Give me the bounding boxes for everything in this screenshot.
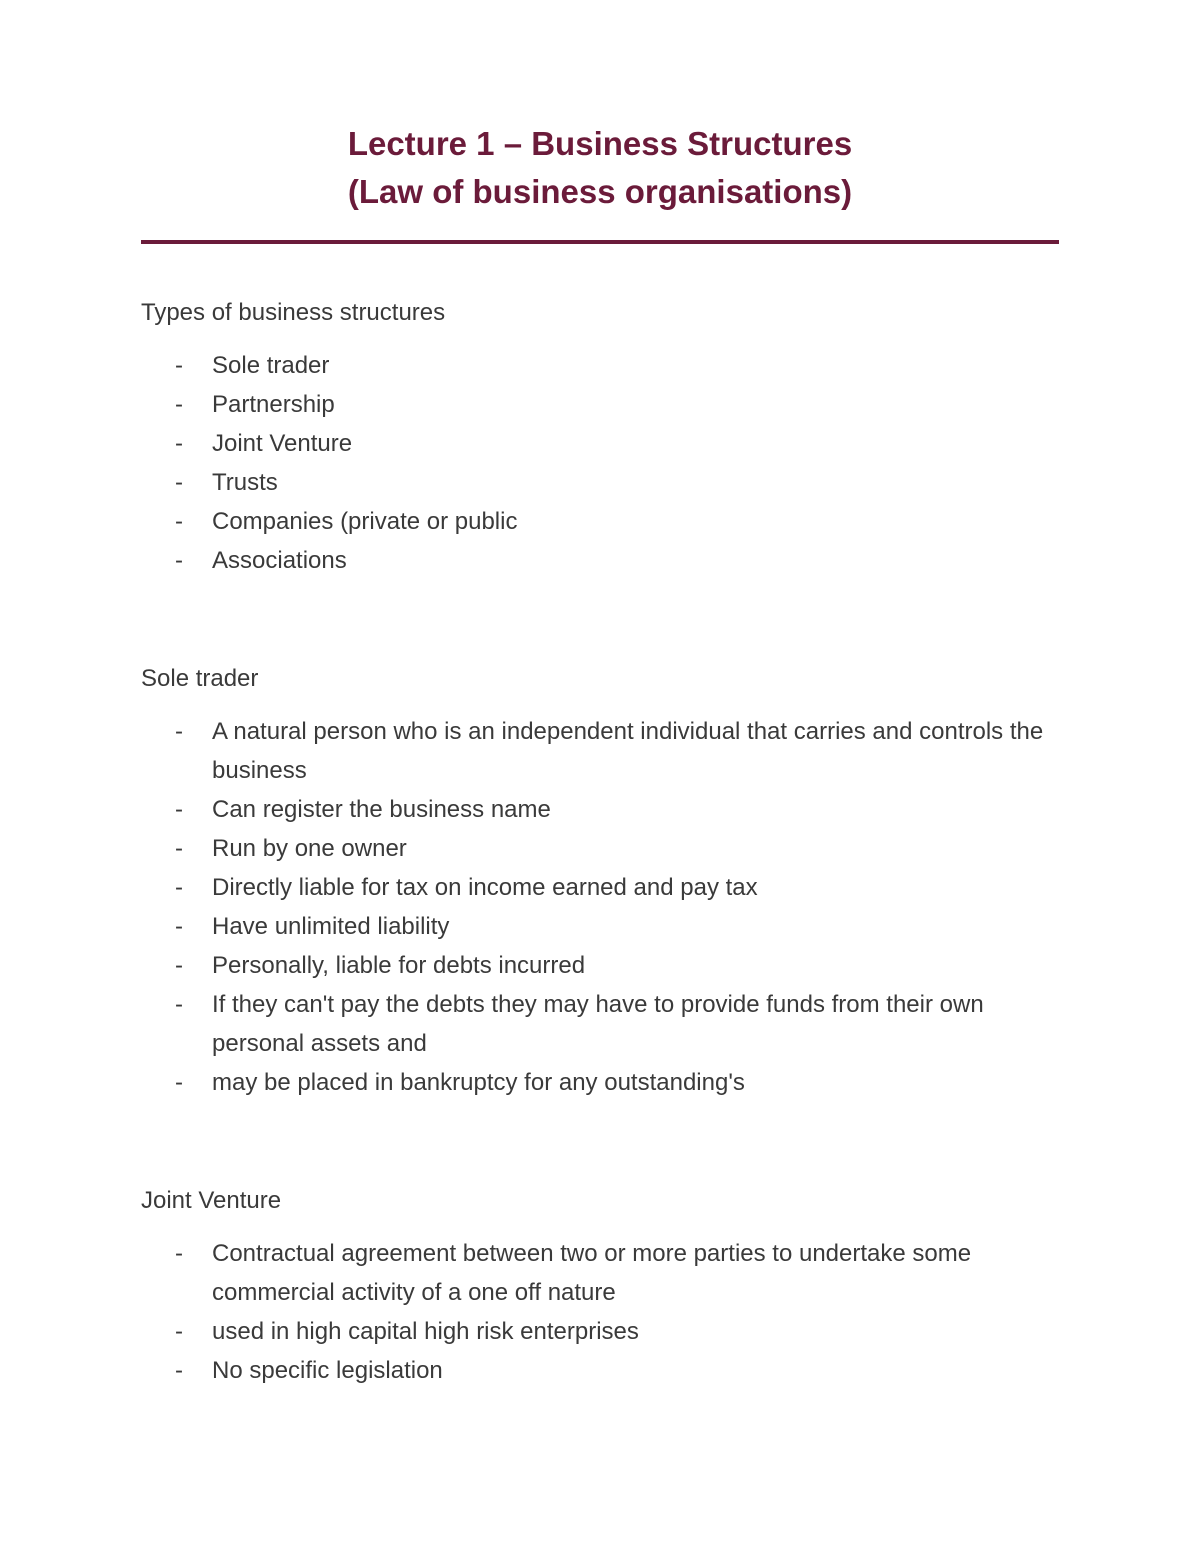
list-item: [141, 946, 1059, 985]
list-item-text: used in high capital high risk enterprises: [212, 1318, 639, 1345]
list-item: [141, 868, 1059, 907]
list-item: [141, 907, 1059, 946]
list-item: [141, 985, 1059, 1063]
bullet-list: [141, 1234, 1059, 1390]
bullet-dash: -: [175, 913, 183, 940]
list-item-text: may be placed in bankruptcy for any outstanding's: [212, 1069, 745, 1096]
bullet-dash: -: [175, 796, 183, 823]
list-item: [141, 1312, 1059, 1351]
list-item-text: Companies (private or public: [212, 508, 518, 535]
bullet-dash: -: [175, 1069, 183, 1096]
list-item: [141, 712, 1059, 790]
list-item: [141, 1063, 1059, 1102]
list-item-text: Contractual agreement between two or more parties to undertake some commercial activity of a one off nature: [212, 1240, 972, 1306]
document-title: [141, 120, 1059, 216]
bullet-dash: -: [175, 547, 183, 574]
list-item-text: Joint Venture: [212, 430, 353, 457]
section-heading: Types of business structures: [141, 299, 446, 326]
section-heading: Sole trader: [141, 665, 259, 692]
bullet-dash: -: [175, 874, 183, 901]
list-item: [141, 1234, 1059, 1312]
list-item-text: Run by one owner: [212, 835, 407, 862]
title-line-1: Lecture 1 – Business Structures: [347, 125, 853, 162]
list-item: [141, 829, 1059, 868]
list-item-text: If they can't pay the debts they may have to provide funds from their own personal assets and: [212, 991, 984, 1057]
bullet-dash: -: [175, 430, 183, 457]
list-item: [141, 1351, 1059, 1390]
list-item-text: Sole trader: [212, 352, 330, 379]
list-item: [141, 385, 1059, 424]
bullet-dash: -: [175, 718, 183, 745]
list-item: [141, 790, 1059, 829]
list-item: [141, 463, 1059, 502]
title-divider: [141, 240, 1059, 244]
list-item-text: No specific legislation: [212, 1357, 443, 1384]
bullet-dash: -: [175, 1240, 183, 1267]
bullet-dash: -: [175, 469, 183, 496]
section-heading: Joint Venture: [141, 1187, 282, 1214]
bullet-dash: -: [175, 991, 183, 1018]
list-item-text: Directly liable for tax on income earned and pay tax: [212, 874, 758, 901]
section-types-of-business-structures: [141, 298, 1059, 580]
section-joint-venture: [141, 1186, 1059, 1390]
bullet-dash: -: [175, 1318, 183, 1345]
list-item-text: A natural person who is an independent individual that carries and controls the business: [212, 718, 1044, 784]
bullet-list: [141, 712, 1059, 1102]
section-sole-trader: [141, 664, 1059, 1102]
bullet-dash: -: [175, 508, 183, 535]
list-item-text: Personally, liable for debts incurred: [212, 952, 586, 979]
title-line-2: (Law of business organisations): [347, 173, 853, 210]
list-item-text: Have unlimited liability: [212, 913, 450, 940]
list-item-text: Can register the business name: [212, 796, 551, 823]
bullet-list: [141, 346, 1059, 580]
list-item-text: Associations: [212, 547, 347, 574]
bullet-dash: -: [175, 835, 183, 862]
list-item: [141, 541, 1059, 580]
bullet-dash: -: [175, 952, 183, 979]
bullet-dash: -: [175, 391, 183, 418]
list-item: [141, 424, 1059, 463]
list-item-text: Partnership: [212, 391, 335, 418]
list-item: [141, 502, 1059, 541]
document-page: [141, 120, 1059, 1390]
bullet-dash: -: [175, 352, 183, 379]
bullet-dash: -: [175, 1357, 183, 1384]
list-item: [141, 346, 1059, 385]
list-item-text: Trusts: [212, 469, 278, 496]
